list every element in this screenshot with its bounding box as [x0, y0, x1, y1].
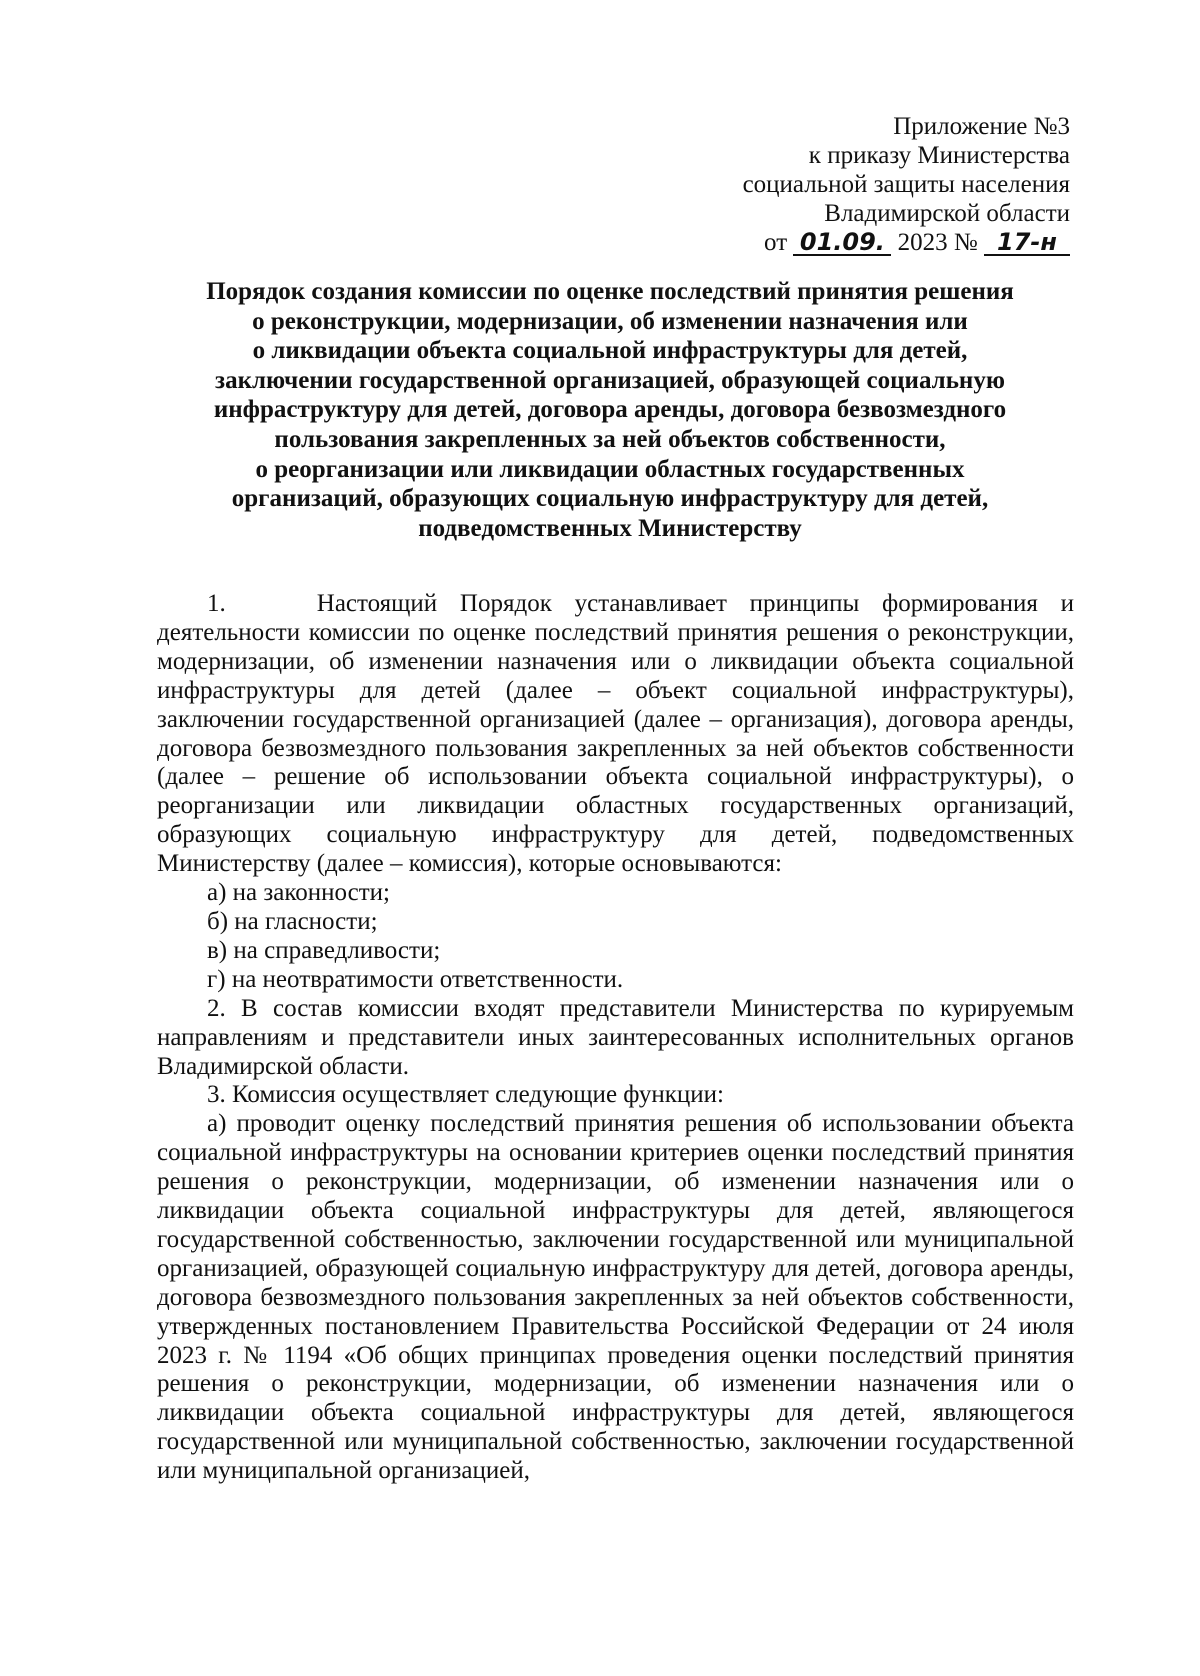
- paragraph-2: 2. В состав комиссии входят представители Министерства по курируемым направлениям и представители иных заинтересованных исполнительных органов Владимирской области.: [157, 994, 1074, 1080]
- title-line: организаций, образующих социальную инфраструктуру для детей,: [231, 485, 989, 513]
- title-line: о реорганизации или ликвидации областных государственных: [255, 455, 965, 483]
- appendix-line-4: Владимирской области: [824, 200, 1070, 227]
- appendix-line-3: социальной защиты населения: [742, 171, 1070, 198]
- date-year: 2023 №: [897, 229, 978, 256]
- list-item-v: в) на справедливости;: [207, 936, 441, 964]
- appendix-line-2: к приказу Министерства: [808, 142, 1070, 169]
- handwritten-order-number: 17-н: [984, 230, 1070, 256]
- document-title: [150, 277, 1070, 543]
- title-line: о реконструкции, модернизации, об изменении назначения или: [252, 307, 968, 335]
- handwritten-date: 01.09.: [793, 230, 891, 256]
- list-item-a: а) на законности;: [207, 879, 390, 907]
- appendix-date-line: [743, 228, 1070, 257]
- appendix-header: [743, 112, 1070, 257]
- title-line: заключении государственной организацией, образующей социальную: [215, 366, 1005, 394]
- title-line: Порядок создания комиссии по оценке последствий принятия решения: [206, 278, 1014, 305]
- paragraph-3a: а) проводит оценку последствий принятия решения об использовании объекта социальной инфраструктуры на основании критериев оценки последствий принятия решения о реконструкции, модернизации, об изменении назначения или о ликвидации объекта социальной инфраструктуры для детей, являющегося государственной собственностью, заключении государственной или муниципальной организацией, образующей социальную инфраструктуру для детей, договора аренды, договора безвозмездного пользования закрепленных за ней объектов собственности, утвержденных постановлением Правительства Российской Федерации от 24 июля 2023 г. № 1194 «Об общих принципах проведения оценки последствий принятия решения о реконструкции, модернизации, об изменении назначения или о ликвидации объекта социальной инфраструктуры для детей, являющегося государственной или муниципальной собственностью, заключении государственной или муниципальной организацией,: [157, 1110, 1074, 1485]
- paragraph-1: 1. Настоящий Порядок устанавливает принципы формирования и деятельности комиссии по оценке последствий принятия решения о реконструкции, модернизации, об изменении назначения или о ликвидации объекта социальной инфраструктуры для детей (далее – объект социальной инфраструктуры), заключении государственной организацией (далее – организация), договора аренды, договора безвозмездного пользования закрепленных за ней объектов собственности (далее – решение об использовании объекта социальной инфраструктуры), о реорганизации или ликвидации областных государственных организаций, образующих социальную инфраструктуру для детей, подведомственных Министерству (далее – комиссия), которые основываются:: [157, 590, 1074, 878]
- title-line: подведомственных Министерству: [418, 514, 802, 542]
- appendix-line-1: Приложение №3: [893, 113, 1070, 140]
- title-line: пользования закрепленных за ней объектов собственности,: [274, 425, 946, 453]
- date-prefix: от: [764, 229, 788, 256]
- list-item-b: б) на гласности;: [207, 907, 378, 935]
- title-line: инфраструктуру для детей, договора аренды, договора безвозмездного: [213, 396, 1007, 424]
- paragraph-3: 3. Комиссия осуществляет следующие функции:: [207, 1081, 724, 1109]
- list-item-g: г) на неотвратимости ответственности.: [207, 965, 624, 993]
- title-line: о ликвидации объекта социальной инфраструктуры для детей,: [252, 337, 968, 365]
- document-body: [157, 590, 1074, 1486]
